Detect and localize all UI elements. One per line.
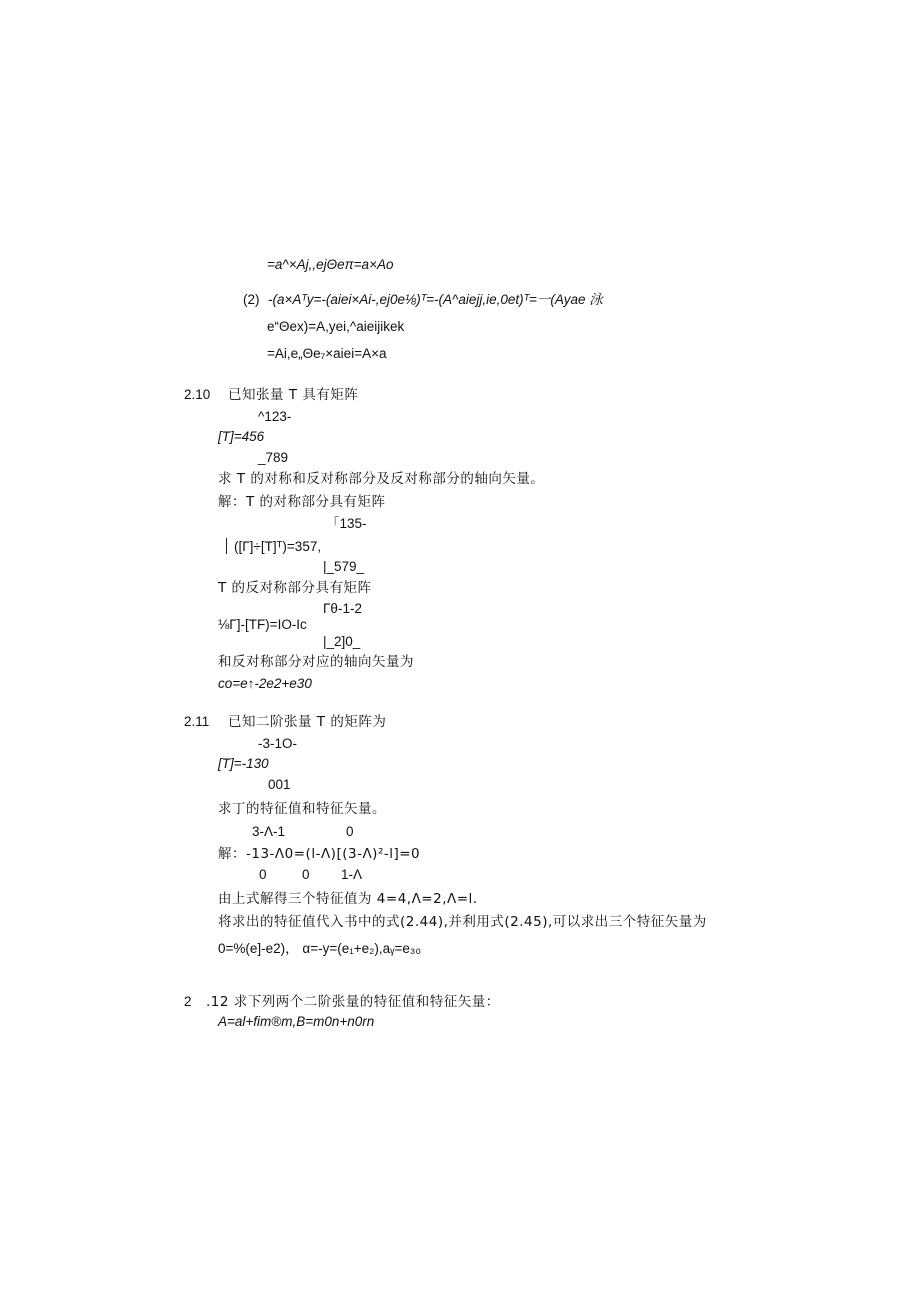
problem-2-12-statement: .12 求下列两个二阶张量的特征值和特征矢量：	[206, 994, 500, 1010]
problem-2-10-question: 求 T 的对称和反对称部分及反对称部分的轴向矢量。	[218, 471, 545, 487]
det-row3-c: 1-Λ	[341, 867, 363, 882]
problem-2-12-tensors: A=al+fim®m,B=m0n+n0rn	[218, 1014, 375, 1029]
eq-2-9-line2: -(a×Aᵀy=-(aiei×Ai-,ej0e⅛)ᵀ=-(A^aiejj,ie,0et)ᵀ=一(Ayae 泳	[268, 292, 603, 307]
problem-2-11-number: 2.11	[184, 714, 210, 729]
matrix-t-row2: [T]=456	[218, 429, 265, 444]
eq-2-9-line1: =a^×Aj,,ejΘeπ=a×Ao	[267, 257, 394, 272]
antisym-intro: T 的反对称部分具有矩阵	[218, 580, 372, 596]
matrix-t-row1: ^123-	[258, 409, 292, 424]
problem-2-10-solution-intro: 解：T 的对称部分具有矩阵	[218, 494, 386, 510]
sym-matrix-row1: 「135-	[326, 516, 367, 531]
sym-matrix-row3: |_579_	[323, 559, 365, 574]
eq-2-9-part2-label: (2)	[243, 292, 260, 307]
problem-2-11-statement: 已知二阶张量 T 的矩阵为	[228, 714, 387, 730]
det-row1-a: 3-Λ-1	[252, 824, 286, 839]
sym-matrix-row2: ([Γ]÷[T]ᵀ)=357,	[234, 539, 322, 554]
matrix-t2-row2: [T]=-130	[218, 756, 269, 771]
problem-2-12-number: 2	[184, 994, 192, 1009]
matrix-t-row3: _789	[258, 450, 289, 465]
matrix-t2-row3: 001	[268, 777, 291, 792]
problem-2-11-question: 求丁的特征值和特征矢量。	[218, 801, 386, 817]
antisym-matrix-row1: Γθ-1-2	[323, 601, 362, 616]
axial-vector-intro: 和反对称部分对应的轴向矢量为	[218, 654, 414, 670]
det-row3-a: 0	[259, 867, 267, 882]
eigen-values: 由上式解得三个特征值为 4=4,Λ=2,Λ=l.	[218, 891, 478, 907]
det-row3-b: 0	[302, 867, 310, 882]
det-row2: 解：-13-Λ0=(l-Λ)[(3-Λ)²-l]=0	[218, 846, 421, 862]
eq-2-9-line3: e“Θex)=A,yei,^aieijikek	[267, 319, 405, 334]
det-row1-b: 0	[346, 824, 354, 839]
problem-2-10-statement: 已知张量 T 具有矩阵	[228, 387, 359, 403]
eigen-method: 将求出的特征值代入书中的式(2.44),并利用式(2.45),可以求出三个特征矢量为	[218, 914, 707, 930]
eq-2-9-line4: =Ai,e„Θe₇×aiei=A×a	[267, 346, 387, 361]
axial-vector: co=e↑-2e2+e30	[218, 676, 312, 691]
problem-2-10-number: 2.10	[184, 387, 211, 402]
matrix-t2-row1: -3-1O-	[258, 736, 298, 751]
eigen-vectors: 0=%(e]-e2)， α=-y=(e₁+e₂),aᵧ=e₃₀	[218, 941, 422, 956]
antisym-matrix-row3: |_2]0_	[323, 634, 361, 649]
sym-bracket-mark	[226, 538, 227, 554]
antisym-matrix-row2: ⅛Γ]-[TF)=IO-Ic	[218, 617, 307, 632]
